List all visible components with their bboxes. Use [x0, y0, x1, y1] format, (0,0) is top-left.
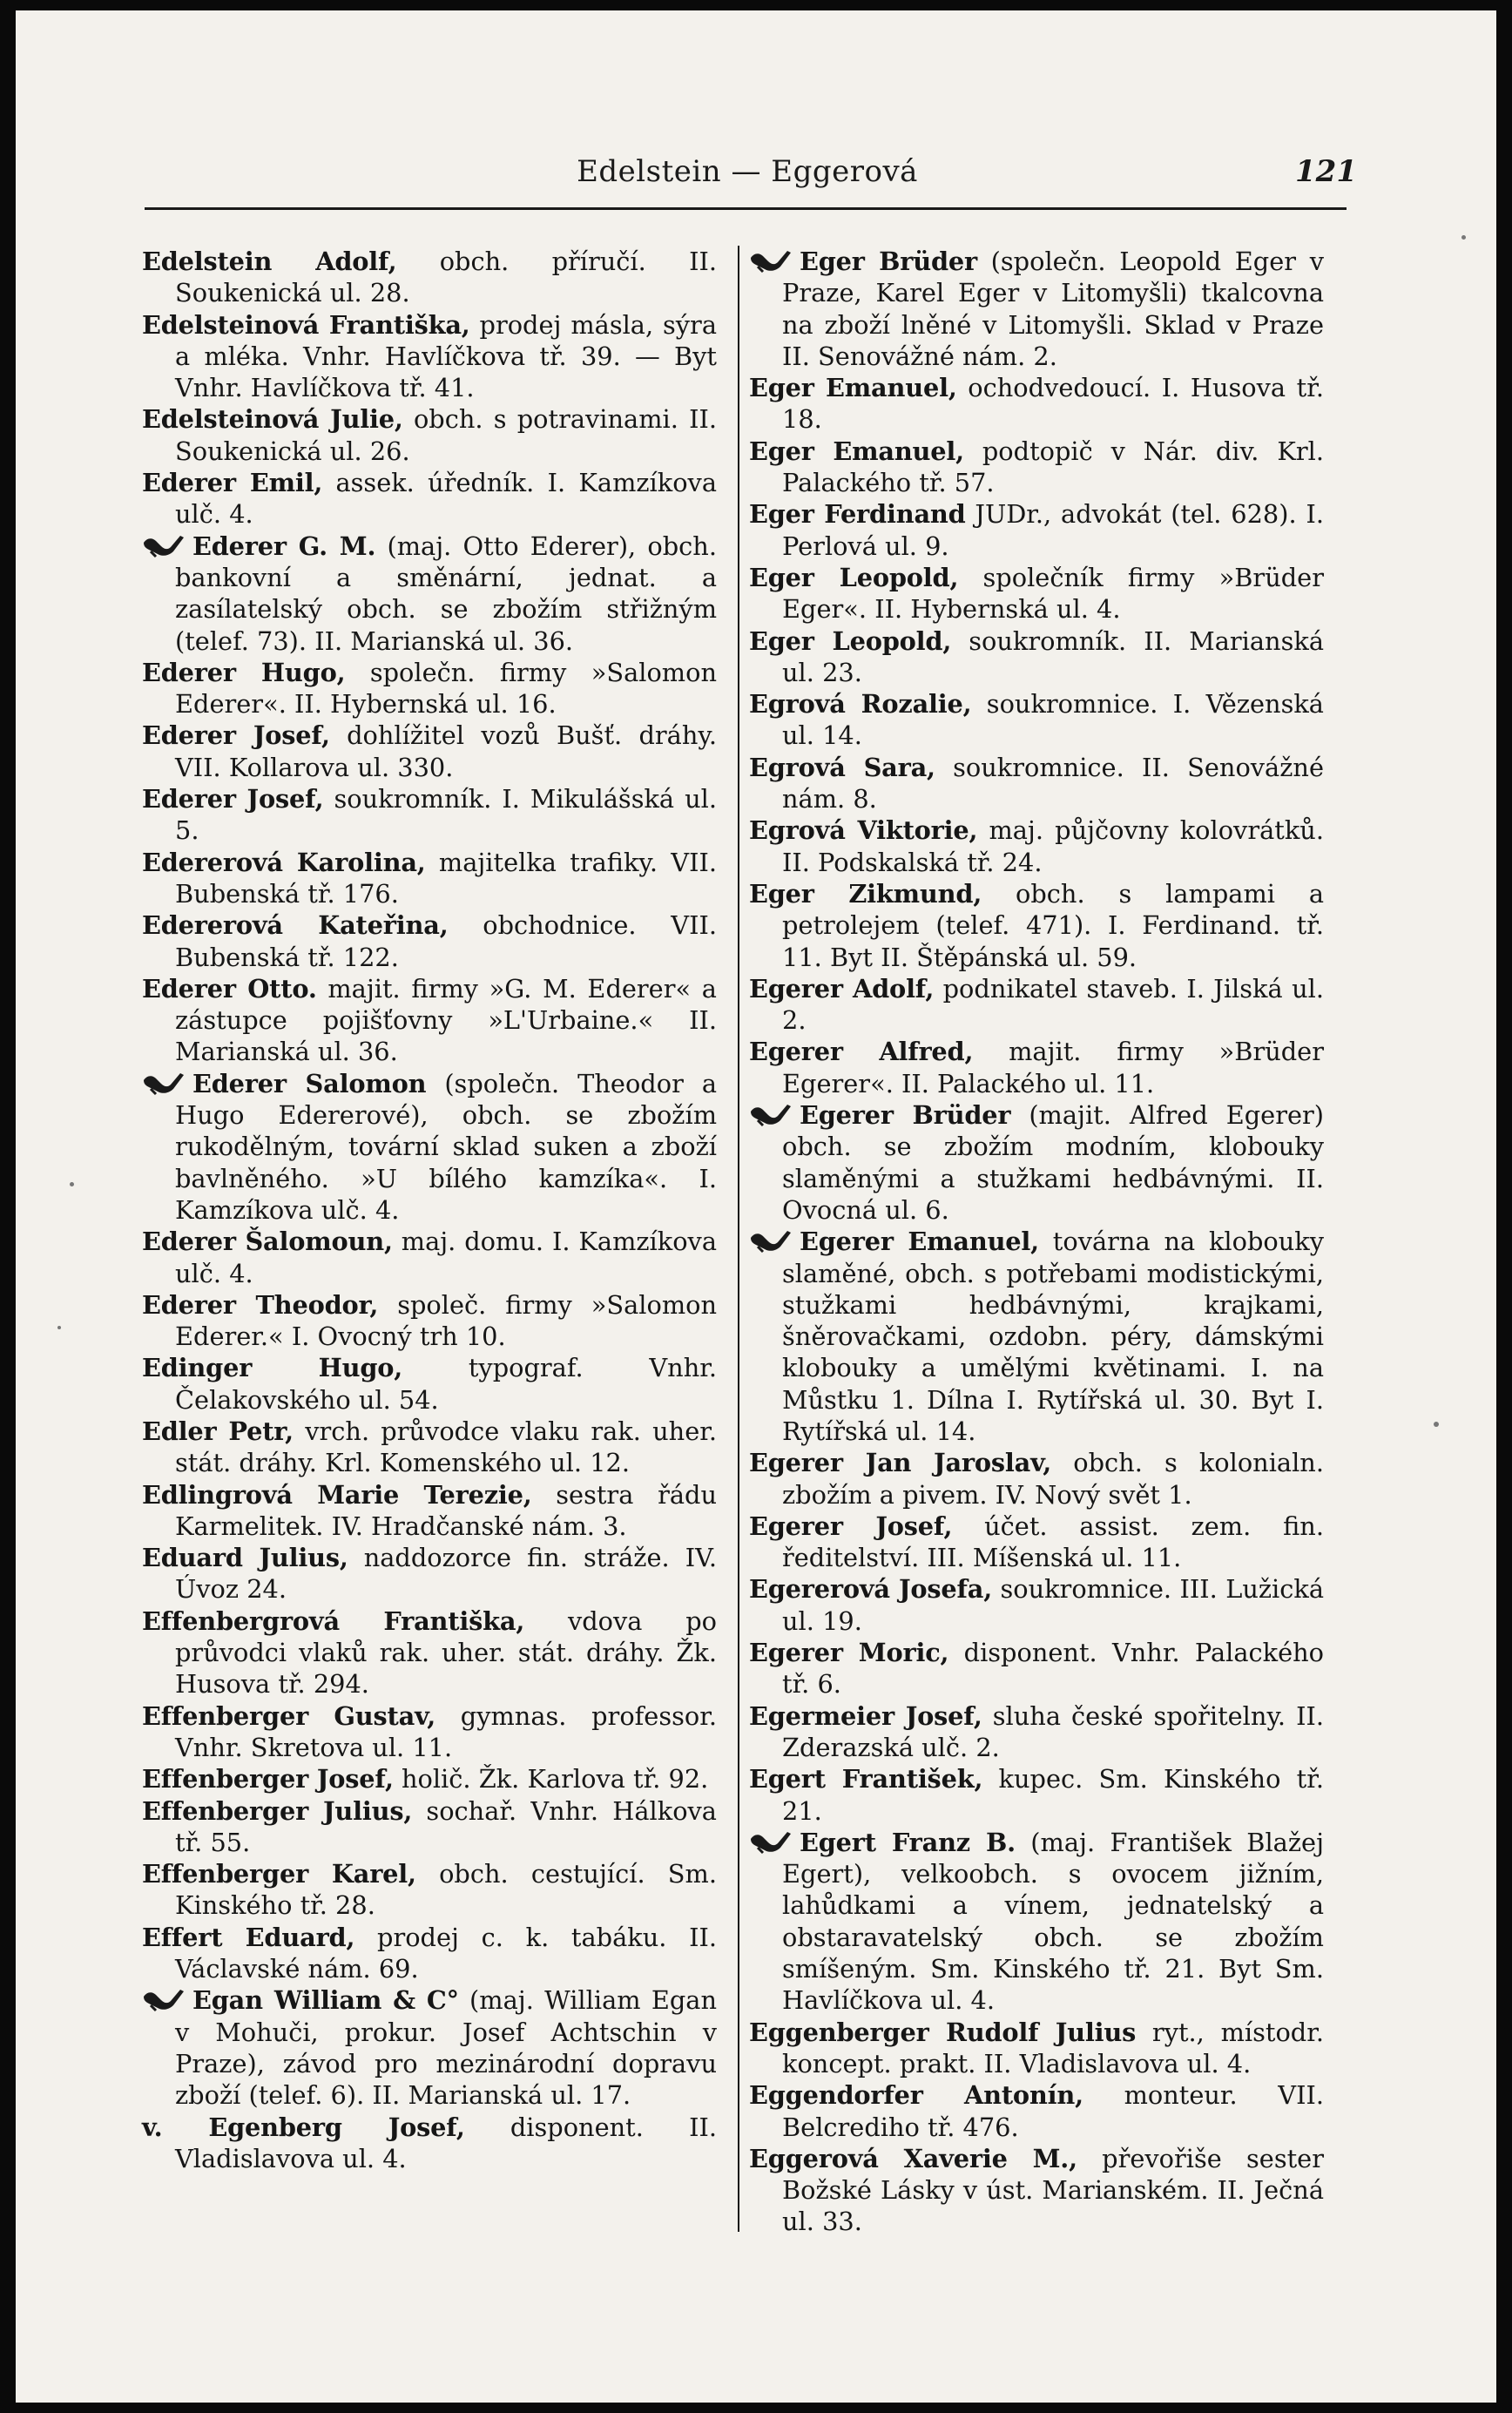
directory-entry [749, 1099, 1324, 1226]
entry-name: Ederer Otto. [142, 973, 317, 1004]
directory-entry [749, 2143, 1324, 2238]
entry-name: Edererová Karolina, [142, 847, 426, 877]
entry-details: společník firmy »Brüder Eger«. II. Hybernská ul. 4. [782, 562, 1324, 625]
entry-name: Edinger Hugo, [142, 1353, 403, 1383]
entry-details: naddozorce fin. stráže. IV. Úvoz 24. [175, 1543, 717, 1605]
entry-details: ochodvedoucí. I. Husova tř. 18. [782, 373, 1324, 435]
entry-details: disponent. II. Vladislavova ul. 4. [175, 2112, 717, 2173]
directory-entry [142, 1542, 717, 1605]
entry-details: (maj. František Blažej Egert), velkoobch. s ovocem jižním, lahůdkami a vínem, jednatelský a obstaravatelský obch. se zbožím smíšeným. Sm. Kinského tř. 21. Byt Sm. Havlíčkova ul. 4. [782, 1827, 1324, 2016]
entry-details: sochař. Vnhr. Hálkova tř. 55. [175, 1795, 717, 1857]
directory-entry [142, 1068, 717, 1226]
running-head: Edelstein — Eggerová [577, 154, 918, 189]
entry-details: (společn. Theodor a Hugo Edererové), obch. se zbožím rukodělným, tovární sklad suken a zboží bavlněného. »U bílého kamzíka«. I. Kamzíkova ulč. 4. [175, 1068, 717, 1225]
entry-details: assek. úředník. I. Kamzíkova ulč. 4. [175, 468, 717, 530]
directory-entry [142, 847, 717, 910]
entry-name: Egrová Rozalie, [749, 689, 972, 720]
pointing-hand-icon [142, 1984, 186, 2012]
entry-name: Egrová Sara, [749, 752, 935, 782]
directory-entry [142, 467, 717, 531]
pointing-hand-icon [749, 246, 793, 274]
directory-entry [749, 1637, 1324, 1700]
directory-entry [142, 1858, 717, 1922]
directory-entry [749, 1763, 1324, 1827]
entry-details: obch. s lampami a petrolejem (telef. 471). I. Ferdinand. tř. 11. Byt II. Štěpánská ul. 59. [782, 878, 1325, 972]
entry-name: Eggendorfer Antonín, [749, 2080, 1083, 2111]
directory-entry [142, 1226, 717, 1289]
page-header [138, 154, 1357, 206]
entry-name: Eger Brüder [800, 247, 977, 276]
directory-entry [142, 909, 717, 973]
entry-details: (společn. Leopold Eger v Praze, Karel Eger v Litomyšli) tkalcovna na zboží lněné v Litomyšli. Sklad v Praze II. Senovážné nám. 2. [782, 247, 1324, 371]
entry-details: podnikatel staveb. I. Jilská ul. 2. [782, 973, 1324, 1036]
entry-details: disponent. Vnhr. Palackého tř. 6. [782, 1638, 1324, 1700]
directory-entry [142, 1289, 717, 1353]
directory-entry [749, 625, 1324, 689]
entry-name: Effenberger Gustav, [142, 1700, 436, 1731]
entry-details: vrch. průvodce vlaku rak. uher. stát. dráhy. Krl. Komenského ul. 12. [175, 1416, 717, 1478]
entry-name: Ederer Josef, [142, 784, 324, 814]
entry-name: Eger Leopold, [749, 562, 959, 592]
entry-name: Effenberger Karel, [142, 1859, 416, 1889]
entry-details: soukromnice. III. Lužická ul. 19. [782, 1574, 1324, 1636]
entry-name: Effenbergrová Františka, [142, 1605, 525, 1636]
entry-name: Eger Leopold, [749, 625, 952, 656]
entry-name: Edererová Kateřina, [142, 910, 449, 941]
directory-entry [749, 2079, 1324, 2143]
entry-details: převořiše sester Božské Lásky v úst. Marianském. II. Ječná ul. 33. [782, 2143, 1324, 2237]
directory-entry [749, 436, 1324, 499]
entry-name: Egermeier Josef, [749, 1700, 982, 1731]
left-column [142, 246, 717, 2174]
entry-name: Edelsteinová Julie, [142, 404, 403, 435]
entry-name: Egan William & C° [192, 1985, 459, 2016]
entry-details: obchodnice. VII. Bubenská tř. 122. [175, 910, 717, 972]
entry-name: Egert Franz B. [800, 1827, 1016, 1857]
directory-entry [142, 1763, 717, 1795]
directory-entry [142, 1605, 717, 1700]
directory-entry [749, 2017, 1324, 2080]
directory-entry [142, 1795, 717, 1859]
scan-speck [57, 1326, 61, 1329]
pointing-hand-icon [142, 531, 186, 558]
pointing-hand-icon [749, 1226, 793, 1254]
entry-details: majit. firmy »Brüder Egerer«. II. Palackého ul. 11. [782, 1037, 1324, 1098]
directory-entry [142, 657, 717, 720]
entry-details: ryt., místodr. koncept. prakt. II. Vladislavova ul. 4. [782, 2017, 1324, 2078]
directory-entry [749, 1827, 1324, 2017]
directory-entry [142, 1479, 717, 1543]
entry-details: prodej c. k. tabáku. II. Václavské nám. 69. [175, 1922, 717, 1984]
entry-name: Ederer Salomon [192, 1068, 427, 1098]
entry-details: maj. půjčovny kolovrátků. II. Podskalská tř. 24. [782, 815, 1324, 877]
entry-name: Ederer Šalomoun, [142, 1227, 393, 1257]
directory-entry [142, 1416, 717, 1479]
entry-name: Ederer Theodor, [142, 1289, 379, 1320]
directory-entry [142, 973, 717, 1068]
directory-entry [142, 309, 717, 404]
directory-entry [749, 878, 1324, 973]
right-column [749, 246, 1324, 2238]
entry-details: prodej másla, sýra a mléka. Vnhr. Havlíčkova tř. 39. — Byt Vnhr. Havlíčkova tř. 41. [175, 309, 717, 403]
directory-entry [142, 1352, 717, 1416]
entry-details: (maj. Otto Ederer), obch. bankovní a směnární, jednat. a zasílatelský obch. se zbožím střižným (telef. 73). II. Marianská ul. 36. [175, 531, 717, 656]
directory-entry [749, 973, 1324, 1037]
pointing-hand-icon [749, 1099, 793, 1127]
directory-entry [142, 246, 717, 309]
directory-entry [142, 531, 717, 657]
directory-entry [749, 1447, 1324, 1511]
entry-name: Edelsteinová Františka, [142, 309, 470, 340]
directory-entry [142, 1922, 717, 1985]
directory-entry [142, 720, 717, 783]
entry-details: gymnas. professor. Vnhr. Skretova ul. 11. [175, 1700, 717, 1762]
entry-details: (maj. William Egan v Mohuči, prokur. Josef Achtschin v Praze), závod pro mezinárodní dopravu zboží (telef. 6). II. Marianská ul. 17. [175, 1985, 717, 2111]
entry-name: Eger Emanuel, [749, 373, 957, 403]
entry-details: obch. s kolonialn. zbožím a pivem. IV. Nový svět 1. [782, 1448, 1324, 1510]
entry-name: Eduard Julius, [142, 1543, 348, 1573]
entry-details: JUDr., advokát (tel. 628). I. Perlová ul. 9. [782, 499, 1324, 561]
entry-details: soukromník. II. Marianská ul. 23. [782, 625, 1324, 687]
entry-details: monteur. VII. Belcrediho tř. 476. [782, 2080, 1324, 2142]
entry-details: účet. assist. zem. fin. ředitelství. III. Míšenská ul. 11. [782, 1511, 1324, 1573]
entry-details: (majit. Alfred Egerer) obch. se zbožím modním, klobouky slaměnými a stužkami hedbávnými. II. Ovocná ul. 6. [782, 1100, 1325, 1225]
entry-details: podtopič v Nár. div. Krl. Palackého tř. 57. [782, 436, 1324, 498]
column-divider [738, 246, 739, 2232]
entry-details: soukromnice. I. Vězenská ul. 14. [782, 689, 1324, 751]
entry-name: Eger Ferdinand [749, 499, 966, 530]
entry-name: Egererová Josefa, [749, 1574, 993, 1605]
directory-entry [749, 1700, 1324, 1764]
entry-details: soukromnice. II. Senovážné nám. 8. [782, 752, 1324, 814]
directory-entry [749, 372, 1324, 436]
directory-entry [749, 814, 1324, 878]
directory-entry [142, 1700, 717, 1764]
directory-entry [142, 2112, 717, 2175]
entry-name: Eger Zikmund, [749, 878, 982, 909]
entry-details: obch. s potravinami. II. Soukenická ul. 26. [175, 404, 717, 466]
scan-speck [1434, 1422, 1439, 1427]
directory-entry [749, 688, 1324, 752]
directory-entry [749, 1573, 1324, 1637]
entry-name: Ederer G. M. [192, 531, 376, 561]
entry-name: Effenberger Julius, [142, 1795, 413, 1826]
entry-details: soukromník. I. Mikulášská ul. 5. [175, 784, 717, 846]
entry-name: Edler Petr, [142, 1416, 294, 1446]
pointing-hand-icon [749, 1827, 793, 1855]
entry-name: Ederer Emil, [142, 468, 323, 498]
entry-name: Effert Eduard, [142, 1922, 355, 1952]
directory-entry [749, 752, 1324, 815]
directory-entry [749, 1511, 1324, 1574]
scan-speck [70, 1182, 74, 1186]
entry-details: majit. firmy »G. M. Ederer« a zástupce pojišťovny »L'Urbaine.« II. Marianská ul. 36. [175, 973, 717, 1067]
entry-name: Egerer Brüder [800, 1100, 1011, 1131]
entry-name: Egerer Josef, [749, 1511, 953, 1541]
directory-entry [142, 783, 717, 847]
entry-details: typograf. Vnhr. Čelakovského ul. 54. [175, 1353, 718, 1415]
entry-name: Eggenberger Rudolf Julius [749, 2017, 1137, 2047]
entry-details: obch. cestující. Sm. Kinského tř. 28. [175, 1859, 717, 1921]
entry-name: Egerer Moric, [749, 1638, 949, 1668]
directory-entry [142, 1984, 717, 2111]
entry-name: Egerer Alfred, [749, 1037, 974, 1067]
entry-name: Eggerová Xaverie M., [749, 2143, 1077, 2173]
entry-details: továrna na klobouky slaměné, obch. s potřebami modistickými, stužkami hedbávnými, krajkami, šněrovačkami, ozdobn. péry, dámskými klobouky a umělými květinami. I. na Můstku 1. Dílna I. Rytířská ul. 30. Byt I. Rytířská ul. 14. [782, 1227, 1324, 1446]
entry-details: kupec. Sm. Kinského tř. 21. [782, 1764, 1325, 1826]
entry-details: majitelka trafiky. VII. Bubenská tř. 176. [175, 847, 717, 909]
page-number: 121 [1295, 154, 1357, 189]
directory-entry [142, 403, 717, 467]
entry-details: sluha české spořitelny. II. Zderazská ulč. 2. [782, 1700, 1325, 1762]
header-rule [145, 207, 1347, 210]
entry-details: obch. příručí. II. Soukenická ul. 28. [175, 247, 717, 308]
entry-name: Egerer Jan Jaroslav, [749, 1448, 1052, 1478]
directory-entry [749, 1226, 1324, 1447]
entry-details: společ. firmy »Salomon Ederer.« I. Ovocný trh 10. [175, 1289, 718, 1352]
directory-entry [749, 562, 1324, 625]
entry-name: Egert František, [749, 1764, 983, 1795]
directory-entry [749, 246, 1324, 372]
entry-details: sestra řádu Karmelitek. IV. Hradčanské nám. 3. [175, 1479, 718, 1541]
entry-name: Egerer Emanuel, [800, 1227, 1039, 1257]
entry-name: Eger Emanuel, [749, 436, 964, 466]
entry-details: maj. domu. I. Kamzíkova ulč. 4. [175, 1227, 717, 1288]
entry-details: holič. Žk. Karlova tř. 92. [393, 1764, 709, 1795]
entry-details: společn. firmy »Salomon Ederer«. II. Hybernská ul. 16. [175, 657, 717, 720]
entry-details: dohlížitel vozů Bušť. dráhy. VII. Kollarova ul. 330. [175, 720, 717, 782]
entry-name: Egrová Viktorie, [749, 815, 978, 846]
entry-name: Edlingrová Marie Terezie, [142, 1479, 532, 1510]
entry-name: Egerer Adolf, [749, 973, 935, 1004]
entry-details: vdova po průvodci vlaků rak. uher. stát. dráhy. Žk. Husova tř. 294. [175, 1605, 717, 1700]
entry-name: Effenberger Josef, [142, 1764, 394, 1795]
directory-page [16, 10, 1496, 2403]
directory-entry [749, 1036, 1324, 1099]
entry-name: v. Egenberg Josef, [142, 2112, 465, 2142]
entry-name: Ederer Hugo, [142, 657, 346, 687]
directory-entry [749, 498, 1324, 562]
entry-name: Ederer Josef, [142, 720, 330, 751]
scan-speck [1461, 235, 1466, 240]
entry-name: Edelstein Adolf, [142, 247, 397, 276]
pointing-hand-icon [142, 1068, 186, 1096]
